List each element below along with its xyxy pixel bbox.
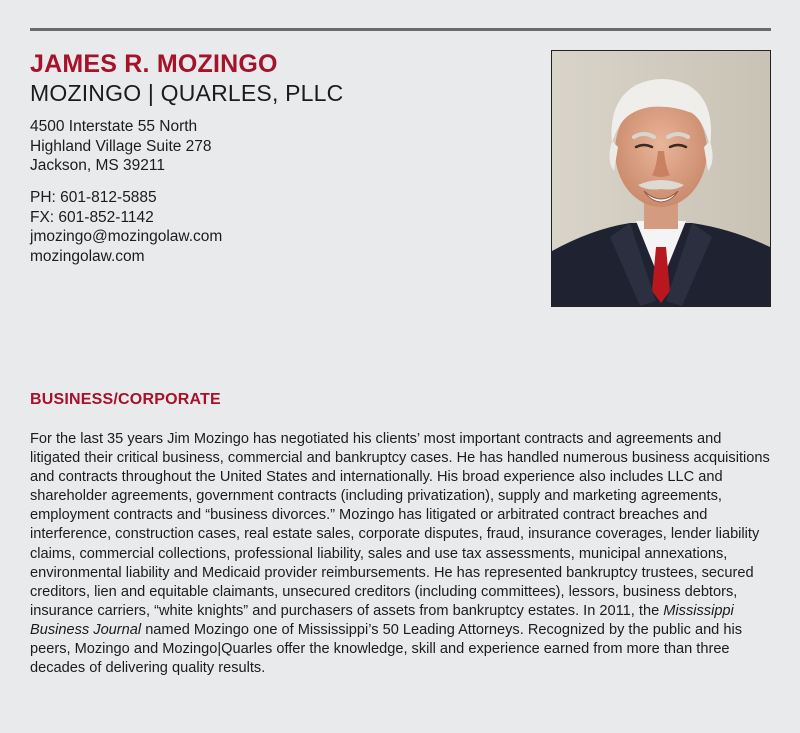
publication-title: Mississippi Business Journal bbox=[30, 602, 734, 638]
phone-number: PH: 601-812-5885 bbox=[30, 189, 157, 206]
bio-paragraph bbox=[30, 430, 775, 678]
bio-text-part-2: named Mozingo one of Mississippi’s 50 Leading Attorneys. Recognized by the public and his peers, Mozingo and Mozingo|Quarles offer the knowledge, skill and experience earned from more than three decades of delivering quality results. bbox=[30, 621, 743, 677]
top-divider bbox=[30, 28, 771, 31]
address-block bbox=[30, 117, 212, 176]
portrait-photo bbox=[551, 50, 771, 307]
address-line-1: 4500 Interstate 55 North bbox=[30, 118, 198, 135]
contact-block bbox=[30, 188, 222, 266]
fax-number: FX: 601-852-1142 bbox=[30, 208, 154, 226]
website-link[interactable]: mozingolaw.com bbox=[30, 247, 145, 265]
firm-name: MOZINGO | QUARLES, PLLC bbox=[30, 80, 344, 106]
portrait-icon bbox=[552, 51, 770, 306]
address-line-3: Jackson, MS 39211 bbox=[30, 157, 165, 174]
section-heading: BUSINESS/CORPORATE bbox=[30, 391, 221, 408]
bio-text-part-1: For the last 35 years Jim Mozingo has negotiated his clients’ most important contracts and agreements and litigated their critical business, commercial and bankruptcy cases. He has handled numerous business acquisitions and contracts throughout the United States and internationally. His broad experience also includes LLC and shareholder agreements, government contracts (including privatization), supply and marketing agreements, employment contracts and “business divorces.” Mozingo has litigated or arbitrated contract breaches and interference, construction cases, real estate sales, corporate disputes, fraud, insurance coverages, lender liability claims, commercial collections, professional liability, sales and use tax assessments, municipal annexations, environmental liability and Medicaid provider reimbursements. He has represented bankruptcy trustees, secured creditors, lien and equitable claimants, unsecured creditors (including committees), lessors, business debtors, insurance carriers, “white knights” and purchasers of assets from bankruptcy estates. In 2011, the bbox=[30, 431, 770, 619]
attorney-name: JAMES R. MOZINGO bbox=[30, 50, 278, 78]
email-address[interactable]: jmozingo@mozingolaw.com bbox=[30, 228, 223, 245]
address-line-2: Highland Village Suite 278 bbox=[30, 137, 212, 155]
